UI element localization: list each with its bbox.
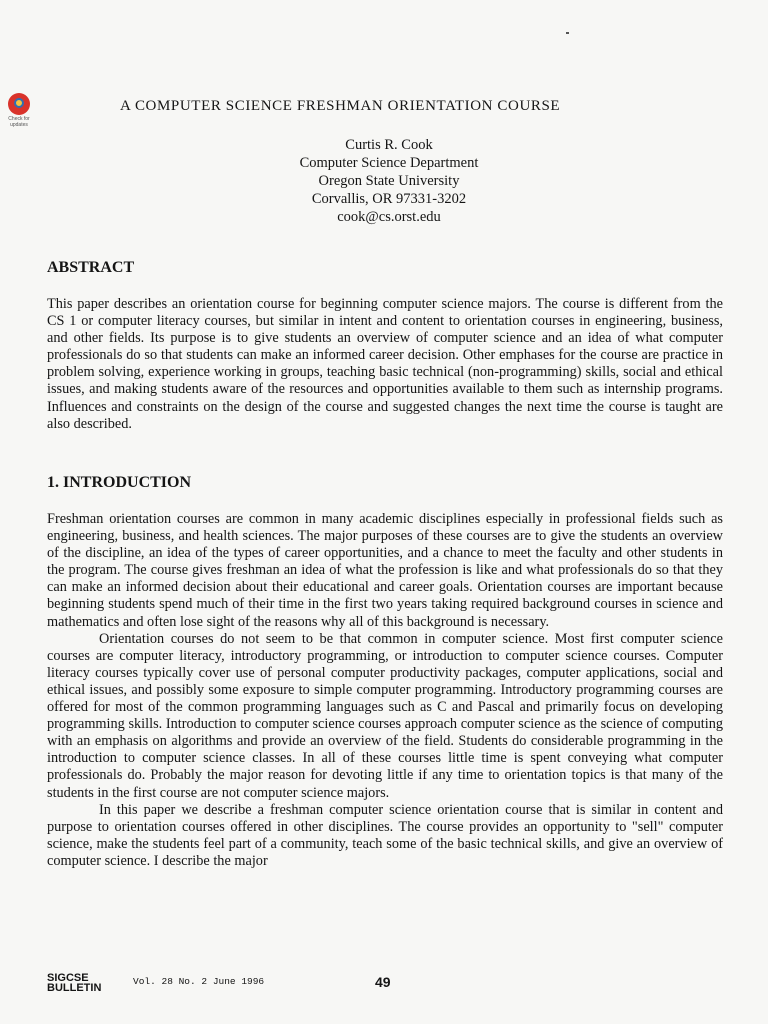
introduction-heading: 1. INTRODUCTION	[47, 474, 192, 491]
abstract-heading: ABSTRACT	[47, 259, 135, 276]
paper-title: A COMPUTER SCIENCE FRESHMAN ORIENTATION COURSE	[120, 98, 561, 114]
intro-paragraph-2: Orientation courses do not seem to be that common in computer science. Most first computer science courses are computer literacy, introductory programming, or introduction to computer science courses. Computer literacy courses typically cover use of personal computer productivity packages, computer applications, social and ethical issues, and possibly some exposure to simple computer programming. Introductory programming courses are offered for most of the common programming languages such as C and Pascal and primarily focus on developing programming skills. Introduction to computer science courses approach computer science as the science of computing with an emphasis on algorithms and provide an overview of the field. Students do considerable programming in the introduction to computer science classes. In all of these courses little time is spent conveying what computer professionals do. Probably the major reason for devoting little if any time to orientation topics is that many of the students in the first course are not computer science majors.	[47, 630, 723, 801]
author-block	[234, 136, 544, 226]
issue-info: Vol. 28 No. 2 June 1996	[133, 976, 265, 987]
crossmark-icon	[8, 93, 30, 115]
abstract-paragraph: This paper describes an orientation course for beginning computer science majors. The course is different from the CS 1 or computer literacy courses, but similar in intent and content to orientation courses in engineering, business, and other fields. Its purpose is to give students an overview of computer science and an idea of what computer professionals do so that students can make an informed career decision. Other emphases for the course are practice in problem solving, experience working in groups, teaching basic technical (non-programming) skills, social and ethical issues, and making students aware of the resources and opportunities available to them such as internship programs. Influences and constraints on the design of the course and suggested changes the next time the course is taught are also described.	[47, 296, 723, 432]
abstract-body	[47, 296, 723, 433]
introduction-body	[47, 511, 723, 870]
author-address: Corvallis, OR 97331-3202	[311, 191, 467, 207]
check-for-updates-badge[interactable]	[4, 93, 34, 128]
intro-paragraph-1: Freshman orientation courses are common in many academic disciplines especially in professional fields such as engineering, business, and health sciences. The major purposes of these courses are to give the students an overview of the discipline, an idea of the types of career opportunities, and a chance to meet the faculty and other students in the program. The course gives freshman an idea of what the profession is like and what professionals do so that they can make an informed decision about their educational and career goals. Orientation courses are important because beginning students spend much of their time in the first two years taking required background courses in science and mathematics and often lose sight of the reasons why all of this background is necessary.	[47, 511, 723, 630]
badge-caption: Check for updates	[8, 116, 30, 128]
scan-speck	[566, 32, 569, 34]
author-name: Curtis R. Cook	[345, 137, 433, 153]
journal-name: SIGCSE BULLETIN	[47, 972, 102, 994]
author-email: cook@cs.orst.edu	[337, 209, 441, 225]
author-department: Computer Science Department	[299, 155, 479, 171]
page-footer	[47, 973, 427, 1003]
author-university: Oregon State University	[318, 173, 460, 189]
page-number: 49	[375, 974, 391, 990]
intro-paragraph-3: In this paper we describe a freshman computer science orientation course that is similar in content and purpose to orientation courses offered in other disciplines. The course provides an opportunity to "sell" computer science, make the students feel part of a community, teach some of the basic technical skills, and give an overview of computer science. I describe the major	[47, 801, 723, 869]
